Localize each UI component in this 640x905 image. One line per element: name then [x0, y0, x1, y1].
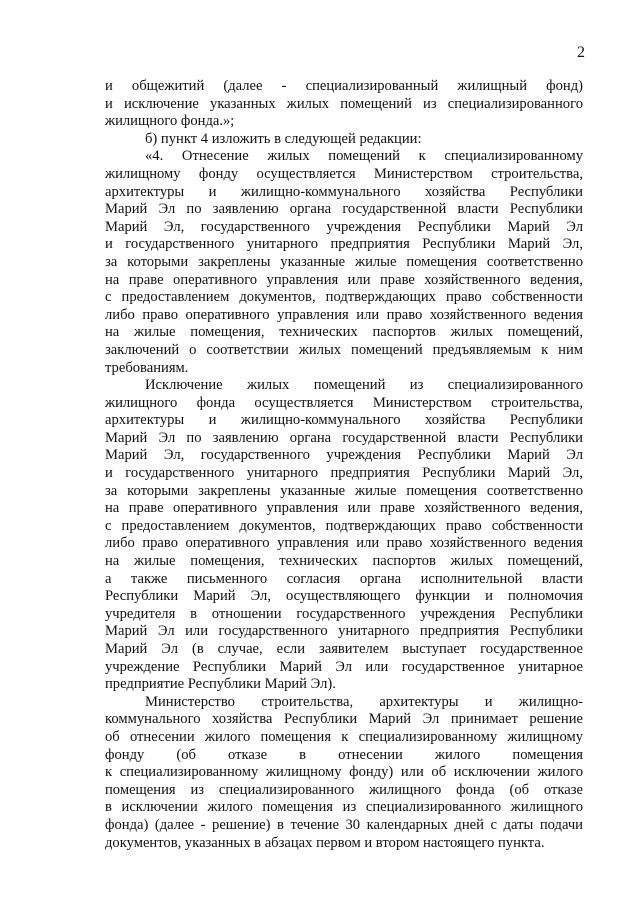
text-line: Исключение жилых помещений из специализированного — [145, 377, 583, 394]
text-line: Республики Марий Эл, осуществляющего функции и полномочия — [105, 588, 583, 605]
paragraph-p2 — [105, 131, 583, 149]
text-line: а также письменного согласия органа исполнительной власти — [105, 570, 583, 587]
text-line: на праве оперативного управления или праве хозяйственного ведения, — [105, 271, 583, 288]
paragraph-p3 — [105, 148, 583, 377]
text-line: Марий Эл или государственного унитарного предприятия Республики — [105, 623, 583, 640]
paragraph-p5 — [105, 694, 583, 852]
text-line: помещения из специализированного жилищного фонда (об отказе — [105, 781, 583, 798]
text-line: Марий Эл, государственного учреждения Республики Марий Эл — [105, 218, 583, 235]
text-line: Марий Эл, государственного учреждения Республики Марий Эл — [105, 447, 583, 464]
text-line: либо право оперативного управления или право хозяйственного ведения — [105, 306, 583, 323]
text-line: заключений о соответствии жилых помещений предъявляемым к ним — [105, 341, 583, 358]
text-line: на жилые помещения, технических паспортов жилых помещений, — [105, 553, 583, 570]
text-line: фонду (об отказе в отнесении жилого помещения — [105, 746, 583, 763]
text-line: за которыми закреплены указанные жилые помещения соответственно — [105, 482, 583, 499]
text-line: с предоставлением документов, подтверждающих право собственности — [105, 517, 583, 534]
text-line: и общежитий (далее - специализированный жилищный фонд) — [105, 78, 583, 94]
paragraph-p1 — [105, 78, 583, 131]
text-line: коммунального хозяйства Республики Марий Эл принимает решение — [105, 711, 583, 728]
text-line: и исключение указанных жилых помещений из специализированного — [105, 95, 583, 112]
page-number: 2 — [577, 44, 585, 61]
text-line: фонда) (далее - решение) в течение 30 календарных дней с даты подачи — [105, 816, 583, 833]
text-line: на жилые помещения, технических паспортов жилых помещений, — [105, 324, 583, 341]
text-line: предприятие Республики Марий Эл). — [105, 676, 336, 693]
text-line: б) пункт 4 изложить в следующей редакции: — [145, 130, 422, 147]
text-line: Марий Эл по заявлению органа государственной власти Республики — [105, 201, 583, 218]
text-line: учредителя в отношении государственного учреждения Республики — [105, 605, 583, 622]
document-body — [105, 78, 583, 852]
text-line: учреждение Республики Марий Эл или государственное унитарное — [105, 658, 583, 675]
text-line: и государственного унитарного предприятия Республики Марий Эл, — [105, 236, 583, 253]
text-line: с предоставлением документов, подтверждающих право собственности — [105, 289, 583, 306]
text-line: за которыми закреплены указанные жилые помещения соответственно — [105, 253, 583, 270]
text-line: на праве оперативного управления или праве хозяйственного ведения, — [105, 500, 583, 517]
text-line: архитектуры и жилищно-коммунального хозяйства Республики — [105, 183, 583, 200]
text-line: архитектуры и жилищно-коммунального хозяйства Республики — [105, 412, 583, 429]
text-line: жилищного фонда осуществляется Министерством строительства, — [105, 394, 583, 411]
text-line: документов, указанных в абзацах первом и втором настоящего пункта. — [105, 834, 545, 851]
text-line: требованиям. — [105, 359, 189, 376]
text-line: и государственного унитарного предприятия Республики Марий Эл, — [105, 465, 583, 482]
text-line: либо право оперативного управления или право хозяйственного ведения — [105, 535, 583, 552]
text-line: жилищного фонда.»; — [105, 113, 235, 130]
text-line: жилищному фонду осуществляется Министерством строительства, — [105, 165, 583, 182]
text-line: Марий Эл по заявлению органа государственной власти Республики — [105, 429, 583, 446]
text-line: «4. Отнесение жилых помещений к специализированному — [145, 148, 583, 165]
paragraph-p4 — [105, 377, 583, 694]
text-line: об отнесении жилого помещения к специализированному жилищному — [105, 728, 583, 745]
text-line: Марий Эл (в случае, если заявителем выступает государственное — [105, 641, 583, 657]
text-line: к специализированному жилищному фонду) или об исключении жилого — [105, 764, 583, 781]
text-line: в исключении жилого помещения из специализированного жилищного — [105, 799, 583, 816]
text-line: Министерство строительства, архитектуры и жилищно- — [145, 693, 583, 710]
